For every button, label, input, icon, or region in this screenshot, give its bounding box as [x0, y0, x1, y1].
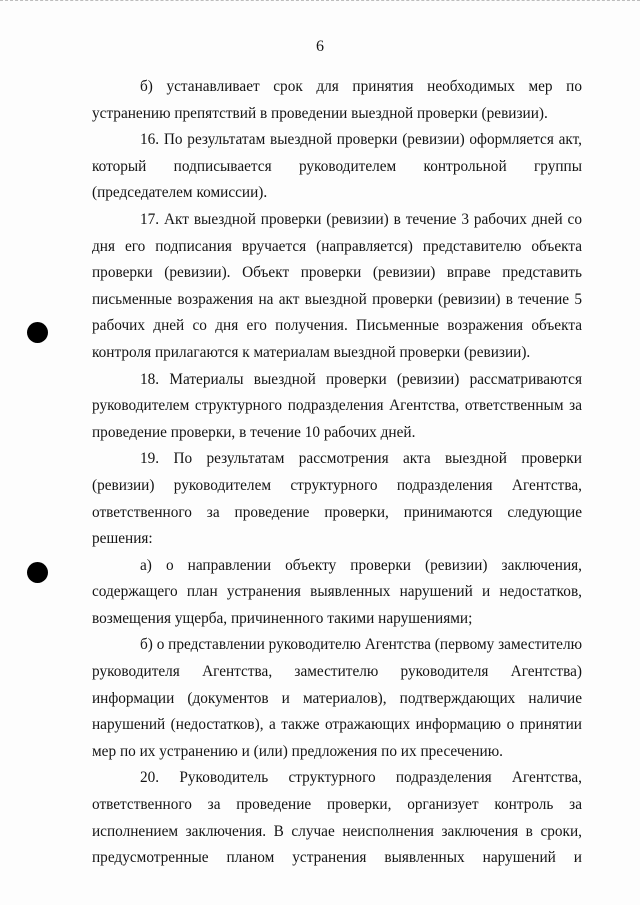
paragraph-17: 17. Акт выездной проверки (ревизии) в течение 3 рабочих дней со дня его подписания вручается (направляется) представителю объекта проверки (ревизии). Объект проверки (ревизии) вправе представить письменные возражения на акт выездной проверки (ревизии) в течение 5 рабочих дней со дня его получения. Письменные возражения объекта контроля прилагаются к материалам выездной проверки (ревизии).	[92, 210, 582, 361]
paragraph-19b: б) о представлении руководителю Агентства (первому заместителю руководителя Агентства, заместителю руководителя Агентства) информации (документов и материалов), подтверждающих наличие нарушений (недостатков), а также отражающих информацию о принятии мер по их устранению и (или) предложения по их пресечению.	[92, 636, 583, 760]
page-number: 6	[316, 38, 324, 55]
paragraph-19: 19. По результатам рассмотрения акта выездной проверки (ревизии) руководителем структурного подразделения Агентства, ответственного за проведение проверки, принимаются следующие решения:	[92, 450, 582, 548]
paragraph-20: 20. Руководитель структурного подразделения Агентства, ответственного за проведение проверки, организует контроль за исполнением заключения. В случае неисполнения заключения в сроки, предусмотренные планом устранения выявленных нарушений и	[92, 769, 582, 867]
paragraph-15b: б) устанавливает срок для принятия необходимых мер по устранению препятствий в проведении выездной проверки (ревизии).	[92, 78, 582, 122]
punch-hole-lower	[27, 562, 48, 583]
scan-top-edge	[0, 0, 640, 4]
paragraph-18: 18. Материалы выездной проверки (ревизии) рассматриваются руководителем структурного подразделения Агентства, ответственным за проведение проверки, в течение 10 рабочих дней.	[92, 370, 582, 441]
document-body	[92, 74, 582, 872]
paragraph-16: 16. По результатам выездной проверки (ревизии) оформляется акт, который подписывается руководителем контрольной группы (председателем комиссии).	[92, 131, 582, 202]
paragraph-19a: а) о направлении объекту проверки (ревизии) заключения, содержащего план устранения выявленных нарушений и недостатков, возмещения ущерба, причиненного такими нарушениями;	[92, 556, 582, 627]
punch-hole-upper	[27, 322, 48, 343]
